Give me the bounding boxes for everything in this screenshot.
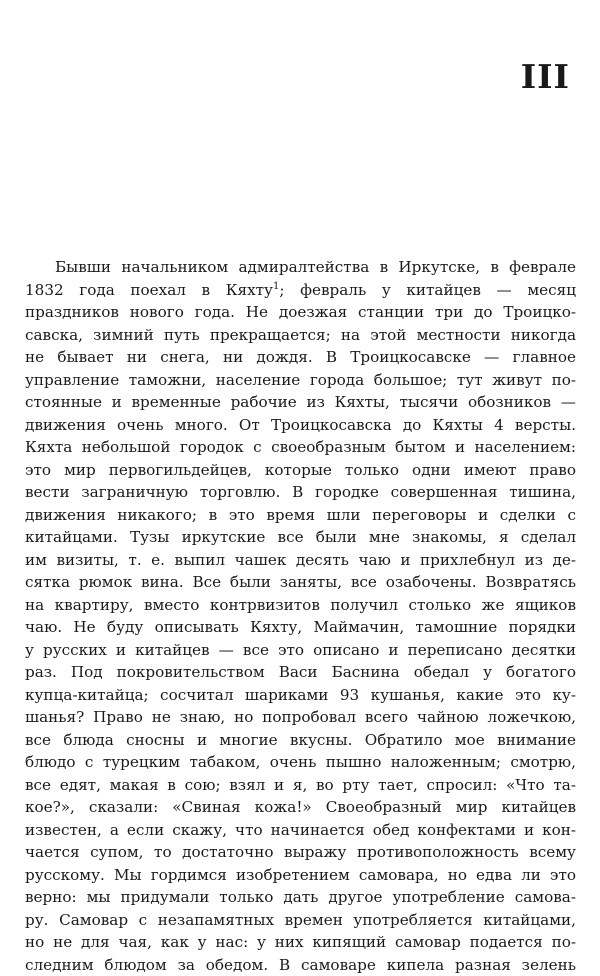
- text-line: ру. Самовар с незапамятных времен употребляется китайцами,: [25, 909, 576, 932]
- text-line-with-footnote: [25, 279, 576, 302]
- text-line: им визиты, т. е. выпил чашек десять чаю и прихлебнул из де-: [25, 549, 576, 572]
- text-line: все блюда сносны и многие вкусны. Обратило мое внимание: [25, 729, 576, 752]
- text-line: не бывает ни снега, ни дождя. В Троицкосавске — главное: [25, 346, 576, 369]
- text-line: Бывши начальником адмиралтейства в Иркутске, в феврале: [25, 256, 576, 279]
- text-line: на квартиру, вместо контрвизитов получил столько же ящиков: [25, 594, 576, 617]
- text-line: китайцами. Тузы иркутские все были мне знакомы, я сделал: [25, 526, 576, 549]
- text-line: савска, зимний путь прекращается; на этой местности никогда: [25, 324, 576, 347]
- text-line: следним блюдом за обедом. В самоваре кипела разная зелень: [25, 954, 576, 976]
- text-line: вести заграничную торговлю. В городке совершенная тишина,: [25, 481, 576, 504]
- text-line-start: 1832 года поехал в Кяхту: [25, 281, 273, 299]
- text-line: Кяхта небольшой городок с своеобразным бытом и населением:: [25, 436, 576, 459]
- text-line: у русских и китайцев — все это описано и переписано десятки: [25, 639, 576, 662]
- text-line: блюдо с турецким табаком, очень пышно наложенным; смотрю,: [25, 751, 576, 774]
- text-line: известен, а если скажу, что начинается обед конфектами и кон-: [25, 819, 576, 842]
- text-line: движения очень много. От Троицкосавска до Кяхты 4 версты.: [25, 414, 576, 437]
- text-line: управление таможни, население города большое; тут живут по-: [25, 369, 576, 392]
- text-line: чается супом, то достаточно выражу противоположность всему: [25, 841, 576, 864]
- text-line: кое?», сказали: «Свиная кожа!» Своеобразный мир китайцев: [25, 796, 576, 819]
- text-line: раз. Под покровительством Васи Баснина обедал у богатого: [25, 661, 576, 684]
- text-line: верно: мы придумали только дать другое употребление самова-: [25, 886, 576, 909]
- text-line: праздников нового года. Не доезжая станции три до Троицко-: [25, 301, 576, 324]
- text-line: шанья? Право не знаю, но попробовал всего чайною ложечкою,: [25, 706, 576, 729]
- text-line: купца-китайца; сосчитал шариками 93 кушанья, какие это ку-: [25, 684, 576, 707]
- text-line: но не для чая, как у нас: у них кипящий самовар подается по-: [25, 931, 576, 954]
- text-line: русскому. Мы гордимся изобретением самовара, но едва ли это: [25, 864, 576, 887]
- text-line: сятка рюмок вина. Все были заняты, все озабочены. Возвратясь: [25, 571, 576, 594]
- text-line: это мир первогильдейцев, которые только одни имеют право: [25, 459, 576, 482]
- footnote-reference[interactable]: 1: [273, 281, 279, 292]
- text-line-end: ; февраль у китайцев — месяц: [279, 281, 576, 299]
- text-line: стоянные и временные рабочие из Кяхты, тысячи обозников —: [25, 391, 576, 414]
- text-line: движения никакого; в это время шли переговоры и сделки с: [25, 504, 576, 527]
- chapter-number: III: [521, 57, 570, 96]
- text-line: чаю. Не буду описывать Кяхту, Маймачин, тамошние порядки: [25, 616, 576, 639]
- body-text: [25, 256, 576, 976]
- text-line: все едят, макая в сою; взял и я, во рту тает, спросил: «Что та-: [25, 774, 576, 797]
